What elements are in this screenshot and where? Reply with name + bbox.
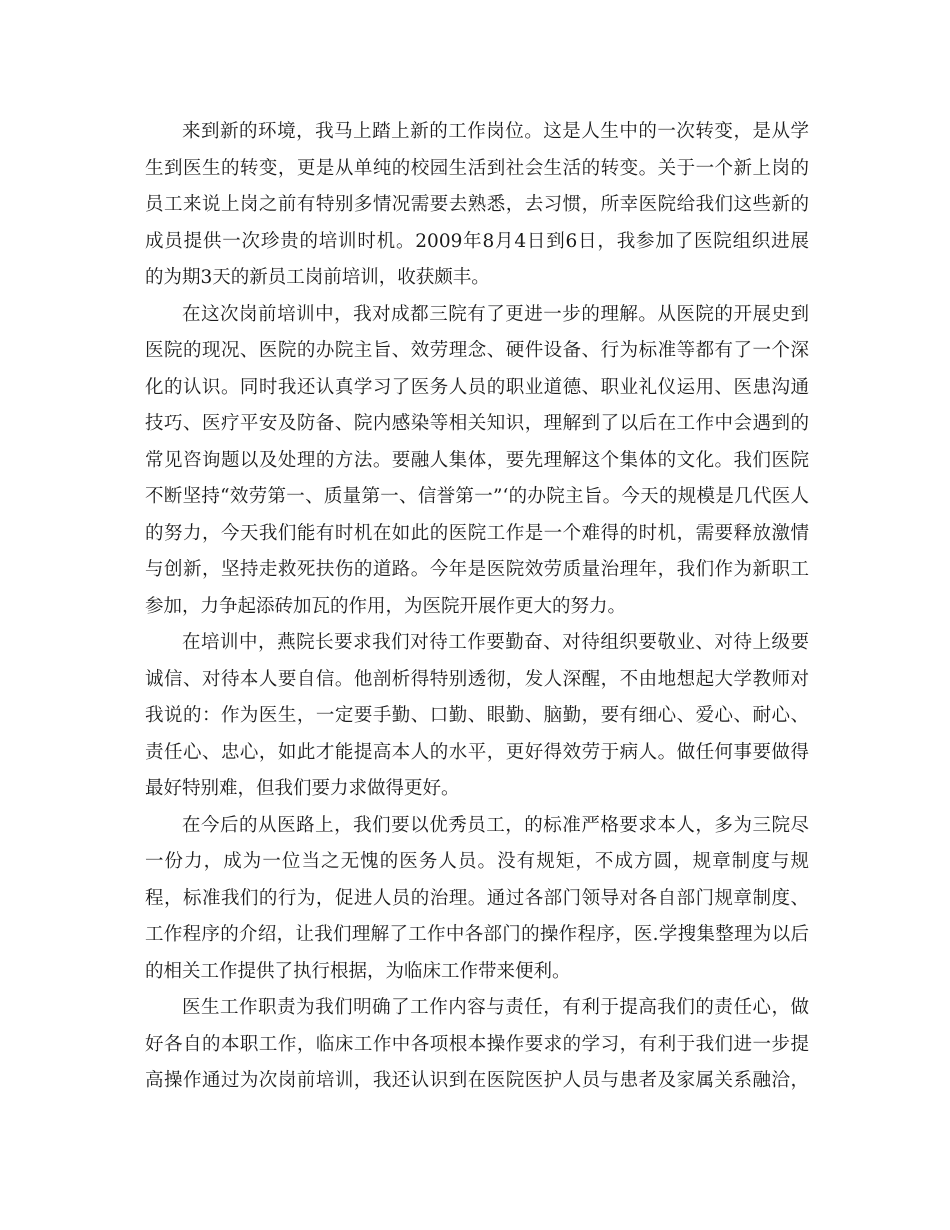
text-line: 参加，力争起添砖加瓦的作用，为医院开展作更大的努力。 bbox=[145, 595, 627, 617]
text-line: 医院的现况、医院的办院主旨、效劳理念、硬件设备、行为标准等都有了一个深 bbox=[145, 340, 809, 361]
paragraph bbox=[145, 297, 809, 626]
text-line: 与创新，坚持走救死扶伤的道路。今年是医院效劳质量治理年，我们作为新职工 bbox=[145, 559, 809, 580]
paragraph bbox=[145, 114, 809, 297]
text-line: 生到医生的转变，更是从单纯的校园生活到社会生活的转变。关于一个新上岗的 bbox=[145, 157, 809, 179]
text-line: 不断坚持“效劳第一、质量第一、信誉第一”‘的办院主旨。今天的规模是几代医人 bbox=[145, 486, 809, 507]
text-line: 员工来说上岗之前有特别多情况需要去熟悉，去习惯，所幸医院给我们这些新的 bbox=[145, 194, 809, 215]
text-line: 好各自的本职工作，临床工作中各项根本操作要求的学习，有利于我们进一步提 bbox=[145, 1033, 809, 1055]
text-line: 高操作通过为次岗前培训，我还认识到在医院医护人员与患者及家属关系融洽， bbox=[145, 1070, 809, 1091]
text-line: 在这次岗前培训中，我对成都三院有了更进一步的理解。从医院的开展史到 bbox=[182, 303, 809, 325]
text-line: 工作程序的介绍，让我们理解了工作中各部门的操作程序，医.学搜集整理为以后 bbox=[145, 924, 809, 945]
paragraph bbox=[145, 625, 809, 808]
text-line: 常见咨询题以及处理的方法。要融人集体，要先理解这个集体的文化。我们医院 bbox=[145, 449, 809, 471]
paragraph bbox=[145, 808, 809, 991]
text-line: 来到新的环境，我马上踏上新的工作岗位。这是人生中的一次转变，是从学 bbox=[182, 121, 809, 142]
text-line: 在今后的从医路上，我们要以优秀员工，的标准严格要求本人，多为三院尽 bbox=[182, 814, 809, 836]
text-line: 的相关工作提供了执行根据，为临床工作带来便利。 bbox=[145, 960, 571, 982]
text-line: 最好特别难，但我们要力求做得更好。 bbox=[145, 778, 460, 799]
text-line: 成员提供一次珍贵的培训时机。2009年8月4日到6日，我参加了医院组织进展 bbox=[145, 230, 809, 252]
text-line: 一份力，成为一位当之无愧的医务人员。没有规矩，不成方圆，规章制度与规 bbox=[145, 851, 809, 872]
document-body bbox=[145, 114, 809, 1100]
text-line: 化的认识。同时我还认真学习了医务人员的职业道德、职业礼仪运用、医患沟通 bbox=[145, 376, 809, 398]
text-line: 医生工作职责为我们明确了工作内容与责任，有利于提高我们的责任心，做 bbox=[182, 997, 809, 1018]
text-line: 诚信、对待本人要自信。他剖析得特别透彻，发人深醒，不由地想起大学教师对 bbox=[145, 668, 809, 690]
text-line: 责任心、忠心，如此才能提高本人的水平，更好得效劳于病人。做任何事要做得 bbox=[145, 741, 809, 763]
paragraph bbox=[145, 990, 809, 1100]
text-line: 我说的：作为医生，一定要手勤、口勤、眼勤、脑勤，要有细心、爱心、耐心、 bbox=[145, 705, 809, 726]
text-line: 的为期3天的新员工岗前培训，收获颇丰。 bbox=[145, 267, 490, 288]
text-line: 在培训中，燕院长要求我们对待工作要勤奋、对待组织要敬业、对待上级要 bbox=[182, 632, 809, 653]
text-line: 技巧、医疗平安及防备、院内感染等相关知识，理解到了以后在工作中会遇到的 bbox=[145, 413, 809, 434]
text-line: 的努力，今天我们能有时机在如此的医院工作是一个难得的时机，需要释放激情 bbox=[145, 522, 809, 544]
text-line: 程，标准我们的行为，促进人员的治理。通过各部门领导对各自部门规章制度、 bbox=[145, 887, 809, 909]
